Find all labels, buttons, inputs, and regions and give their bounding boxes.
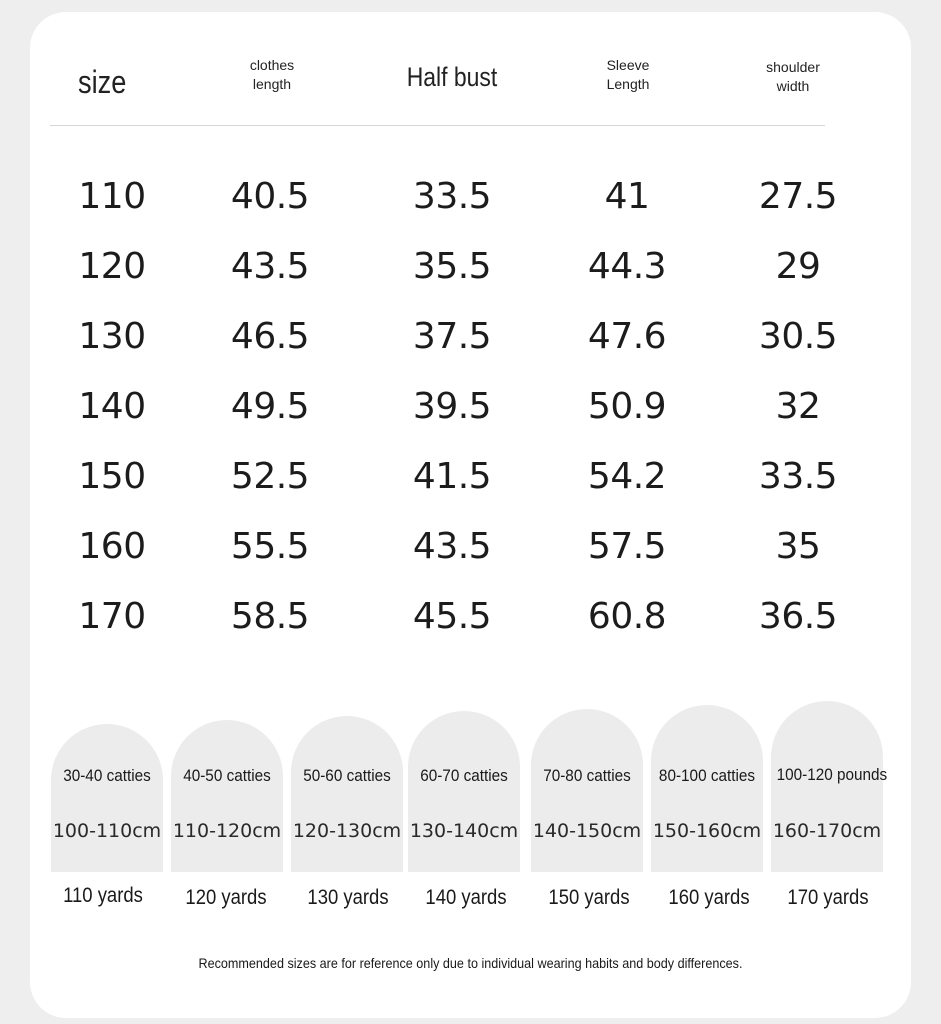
cell-shoulder-width: 36.5: [758, 596, 838, 637]
arch-weight: 60-70 catties: [420, 766, 508, 785]
cell-sleeve-length: 41: [604, 176, 650, 217]
cell-sleeve-length: 57.5: [587, 526, 667, 567]
cell-clothes-length: 46.5: [230, 316, 310, 357]
cell-size: 120: [78, 246, 146, 287]
cell-half-bust: 35.5: [412, 246, 492, 287]
cell-half-bust: 33.5: [412, 176, 492, 217]
disclaimer-note: Recommended sizes are for reference only due to individual wearing habits and body differences.: [198, 955, 743, 971]
cell-sleeve-length: 47.6: [587, 316, 667, 357]
arch-height: 160-170cm: [772, 820, 882, 842]
cell-shoulder-width: 32: [775, 386, 821, 427]
cell-size: 130: [78, 316, 146, 357]
recommendation-arch: [408, 711, 520, 872]
recommended-size-label: 140 yards: [425, 886, 507, 909]
recommendation-arch: [51, 724, 163, 872]
cell-clothes-length: 43.5: [230, 246, 310, 287]
cell-size: 160: [78, 526, 146, 567]
cell-shoulder-width: 27.5: [758, 176, 838, 217]
cell-sleeve-length: 44.3: [587, 246, 667, 287]
cell-sleeve-length: 60.8: [587, 596, 667, 637]
recommendation-arch: [651, 705, 763, 872]
recommended-size-label: 170 yards: [787, 886, 869, 909]
recommendation-arch: [171, 720, 283, 872]
header-size: size: [78, 64, 127, 100]
recommended-size-label: 150 yards: [548, 886, 630, 909]
arch-weight: 40-50 catties: [183, 766, 271, 785]
cell-size: 150: [78, 456, 146, 497]
cell-size: 140: [78, 386, 146, 427]
header-sleeve-length: Sleeve Length: [606, 57, 650, 92]
arch-weight: 50-60 catties: [303, 766, 391, 785]
recommended-size-label: 120 yards: [185, 886, 267, 909]
cell-clothes-length: 55.5: [230, 526, 310, 567]
recommendation-arch: [291, 716, 403, 872]
cell-size: 170: [78, 596, 146, 637]
cell-sleeve-length: 54.2: [587, 456, 667, 497]
cell-sleeve-length: 50.9: [587, 386, 667, 427]
arch-height: 140-150cm: [532, 820, 642, 842]
recommended-size-label: 110 yards: [63, 884, 143, 907]
cell-shoulder-width: 30.5: [758, 316, 838, 357]
arch-weight: 100-120 pounds: [776, 765, 888, 784]
recommended-size-label: 160 yards: [668, 886, 750, 909]
arch-weight: 70-80 catties: [543, 766, 631, 785]
cell-half-bust: 41.5: [412, 456, 492, 497]
arch-height: 100-110cm: [52, 820, 162, 842]
cell-half-bust: 45.5: [412, 596, 492, 637]
arch-height: 130-140cm: [409, 820, 519, 842]
arch-height: 150-160cm: [652, 820, 762, 842]
recommendation-arch: [531, 709, 643, 872]
cell-size: 110: [78, 176, 146, 217]
header-half-bust: Half bust: [406, 62, 498, 92]
header-shoulder-width: shoulder width: [766, 59, 820, 94]
arch-weight: 80-100 catties: [658, 766, 756, 785]
cell-shoulder-width: 29: [775, 246, 821, 287]
recommendation-arch: [771, 701, 888, 872]
arch-weight: 30-40 catties: [63, 766, 151, 785]
cell-half-bust: 39.5: [412, 386, 492, 427]
arch-height: 110-120cm: [172, 820, 282, 842]
cell-shoulder-width: 33.5: [758, 456, 838, 497]
header-clothes-length: clothes length: [249, 57, 295, 92]
cell-shoulder-width: 35: [775, 526, 821, 567]
arch-height: 120-130cm: [292, 820, 402, 842]
cell-half-bust: 43.5: [412, 526, 492, 567]
header-divider: [50, 125, 825, 126]
recommended-size-label: 130 yards: [307, 886, 389, 909]
cell-clothes-length: 52.5: [230, 456, 310, 497]
cell-clothes-length: 58.5: [230, 596, 310, 637]
cell-clothes-length: 49.5: [230, 386, 310, 427]
cell-half-bust: 37.5: [412, 316, 492, 357]
cell-clothes-length: 40.5: [230, 176, 310, 217]
